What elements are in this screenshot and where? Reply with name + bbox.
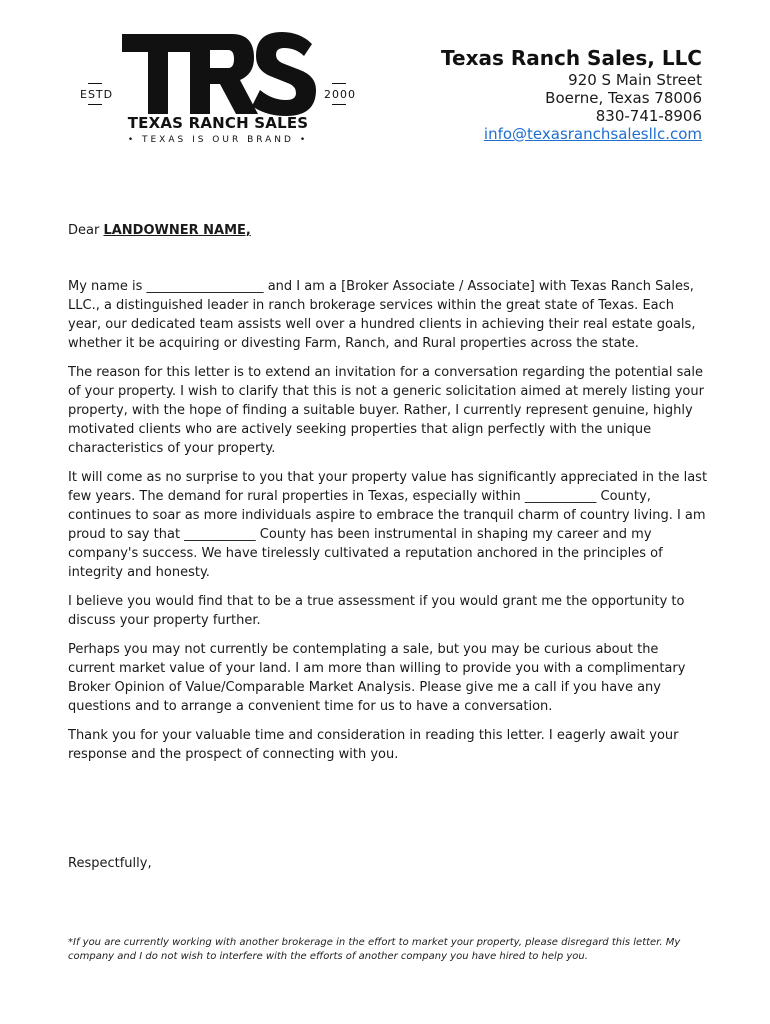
logo-estd-label: ESTD [80, 88, 114, 101]
salutation-dear: Dear [68, 223, 104, 238]
paragraph: My name is __________________ and I am a [Broker Associate / Associate] with Texas Ranch Sales, LLC., a distinguished leader in ranch brokerage services within the great state of Texas. Each year, our dedicated team assists well over a hundred clients in achieving their real estate goals, whether it be acquiring or divesting Farm, Ranch, and Rural properties across the state. [68, 279, 696, 351]
company-city: Boerne, Texas 78006 [545, 89, 702, 107]
landowner-name: LANDOWNER NAME, [103, 223, 251, 238]
logo-year-label: 2000 [324, 88, 356, 101]
closing: Respectfully, [68, 856, 152, 871]
logo-tagline: • TEXAS IS OUR BRAND • [127, 135, 309, 145]
texas-ranch-sales-logo [76, 30, 360, 150]
paragraph: I believe you would find that to be a true assessment if you would grant me the opportunity to discuss your property further. [68, 594, 685, 628]
company-email-link[interactable]: info@texasranchsalesllc.com [483, 125, 702, 143]
logo-brand-name: TEXAS RANCH SALES [127, 114, 309, 132]
paragraph: Perhaps you may not currently be contemplating a sale, but you may be curious about the current market value of your land. I am more than willing to provide you with a complimentary Broker Opinion of Value/Comparable Market Analysis. Please give me a call if you have any questions and to arrange a convenient time for us to have a conversation. [68, 642, 686, 714]
company-info [441, 45, 702, 143]
company-phone: 830-741-8906 [595, 107, 702, 125]
salutation [68, 223, 251, 238]
paragraph: The reason for this letter is to extend an invitation for a conversation regarding the potential sale of your property. I wish to clarify that this is not a generic solicitation aimed at merely listing your property, with the hope of finding a suitable buyer. Rather, I currently represent genuine, highly motivated clients who are actively seeking properties that align perfectly with the unique characteristics of your property. [68, 365, 704, 456]
company-address: 920 S Main Street [568, 71, 702, 89]
paragraph: Thank you for your valuable time and consideration in reading this letter. I eagerly await your response and the prospect of connecting with you. [68, 728, 679, 762]
company-name: Texas Ranch Sales, LLC [441, 46, 702, 70]
logo-trs-letters [120, 30, 316, 116]
letter-body [68, 277, 708, 774]
footnote: *If you are currently working with another brokerage in the effort to market your property, please disregard this letter. My company and I do not wish to interfere with the efforts of another company you have hired to help you. [68, 937, 681, 962]
paragraph: It will come as no surprise to you that your property value has significantly appreciated in the last few years. The demand for rural properties in Texas, especially within ___________ County, continues to soar as more individuals aspire to embrace the tranquil charm of country living. I am proud to say that ___________ County has been instrumental in shaping my career and my company's success. We have tirelessly cultivated a reputation anchored in the principles of integrity and honesty. [68, 470, 708, 580]
